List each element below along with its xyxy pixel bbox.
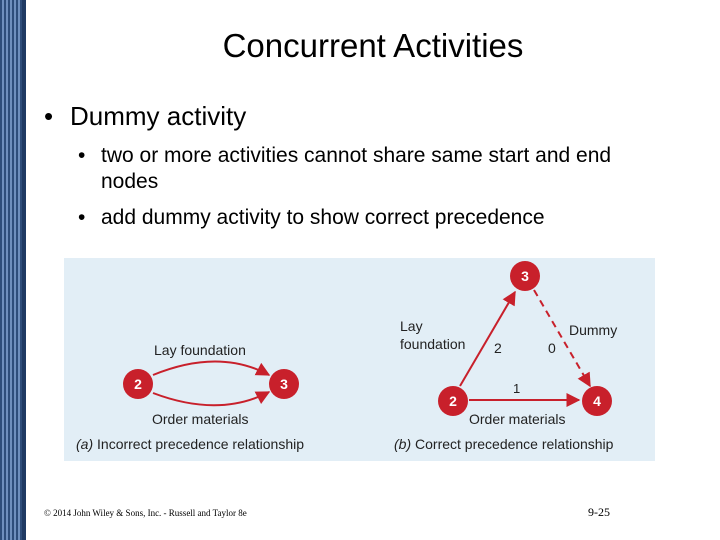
label-a-order-materials: Order materials: [152, 411, 249, 427]
side-decoration-bar: [0, 0, 26, 540]
label-b-dummy: Dummy: [569, 322, 618, 338]
caption-b-text: Correct precedence relationship: [411, 436, 614, 452]
sub-bullet-2-text: add dummy activity to show correct precedence: [101, 206, 545, 229]
bullet-main-text: Dummy activity: [70, 101, 247, 131]
footer-page-number: 9-25: [588, 505, 610, 519]
node-b-3-label: 3: [521, 268, 529, 284]
label-a-lay-foundation: Lay foundation: [154, 342, 246, 358]
node-a-2-label: 2: [134, 376, 142, 392]
node-b-2-label: 2: [449, 393, 457, 409]
caption-b-letter: (b): [394, 436, 412, 452]
label-b-foundation: foundation: [400, 336, 466, 352]
sub-bullet-2: [78, 205, 658, 231]
label-b-lay-duration: 2: [494, 340, 502, 356]
label-b-order-materials: Order materials: [469, 411, 566, 427]
caption-a-letter: (a): [76, 436, 94, 452]
caption-b: [394, 436, 614, 452]
network-diagram: [64, 258, 655, 461]
bullet-dot: •: [78, 206, 86, 229]
sub-bullet-1: [78, 143, 658, 195]
node-b-4-label: 4: [593, 393, 601, 409]
caption-a-text: Incorrect precedence relationship: [93, 436, 305, 452]
bullet-dot: •: [78, 144, 86, 167]
caption-a: [76, 436, 304, 452]
node-a-3-label: 3: [280, 376, 288, 392]
bullet-dot: •: [44, 101, 54, 131]
sub-bullet-1-text: two or more activities cannot share same start and end nodes: [101, 144, 612, 193]
footer-copyright: © 2014 John Wiley & Sons, Inc. - Russell and Taylor 8e: [44, 508, 247, 518]
label-b-dummy-duration: 0: [548, 340, 556, 356]
label-b-order-duration: 1: [513, 381, 521, 396]
bullet-main: [44, 100, 246, 132]
label-b-lay: Lay: [400, 318, 423, 334]
slide-title: Concurrent Activities: [222, 27, 524, 64]
diagram-background: [64, 258, 655, 461]
